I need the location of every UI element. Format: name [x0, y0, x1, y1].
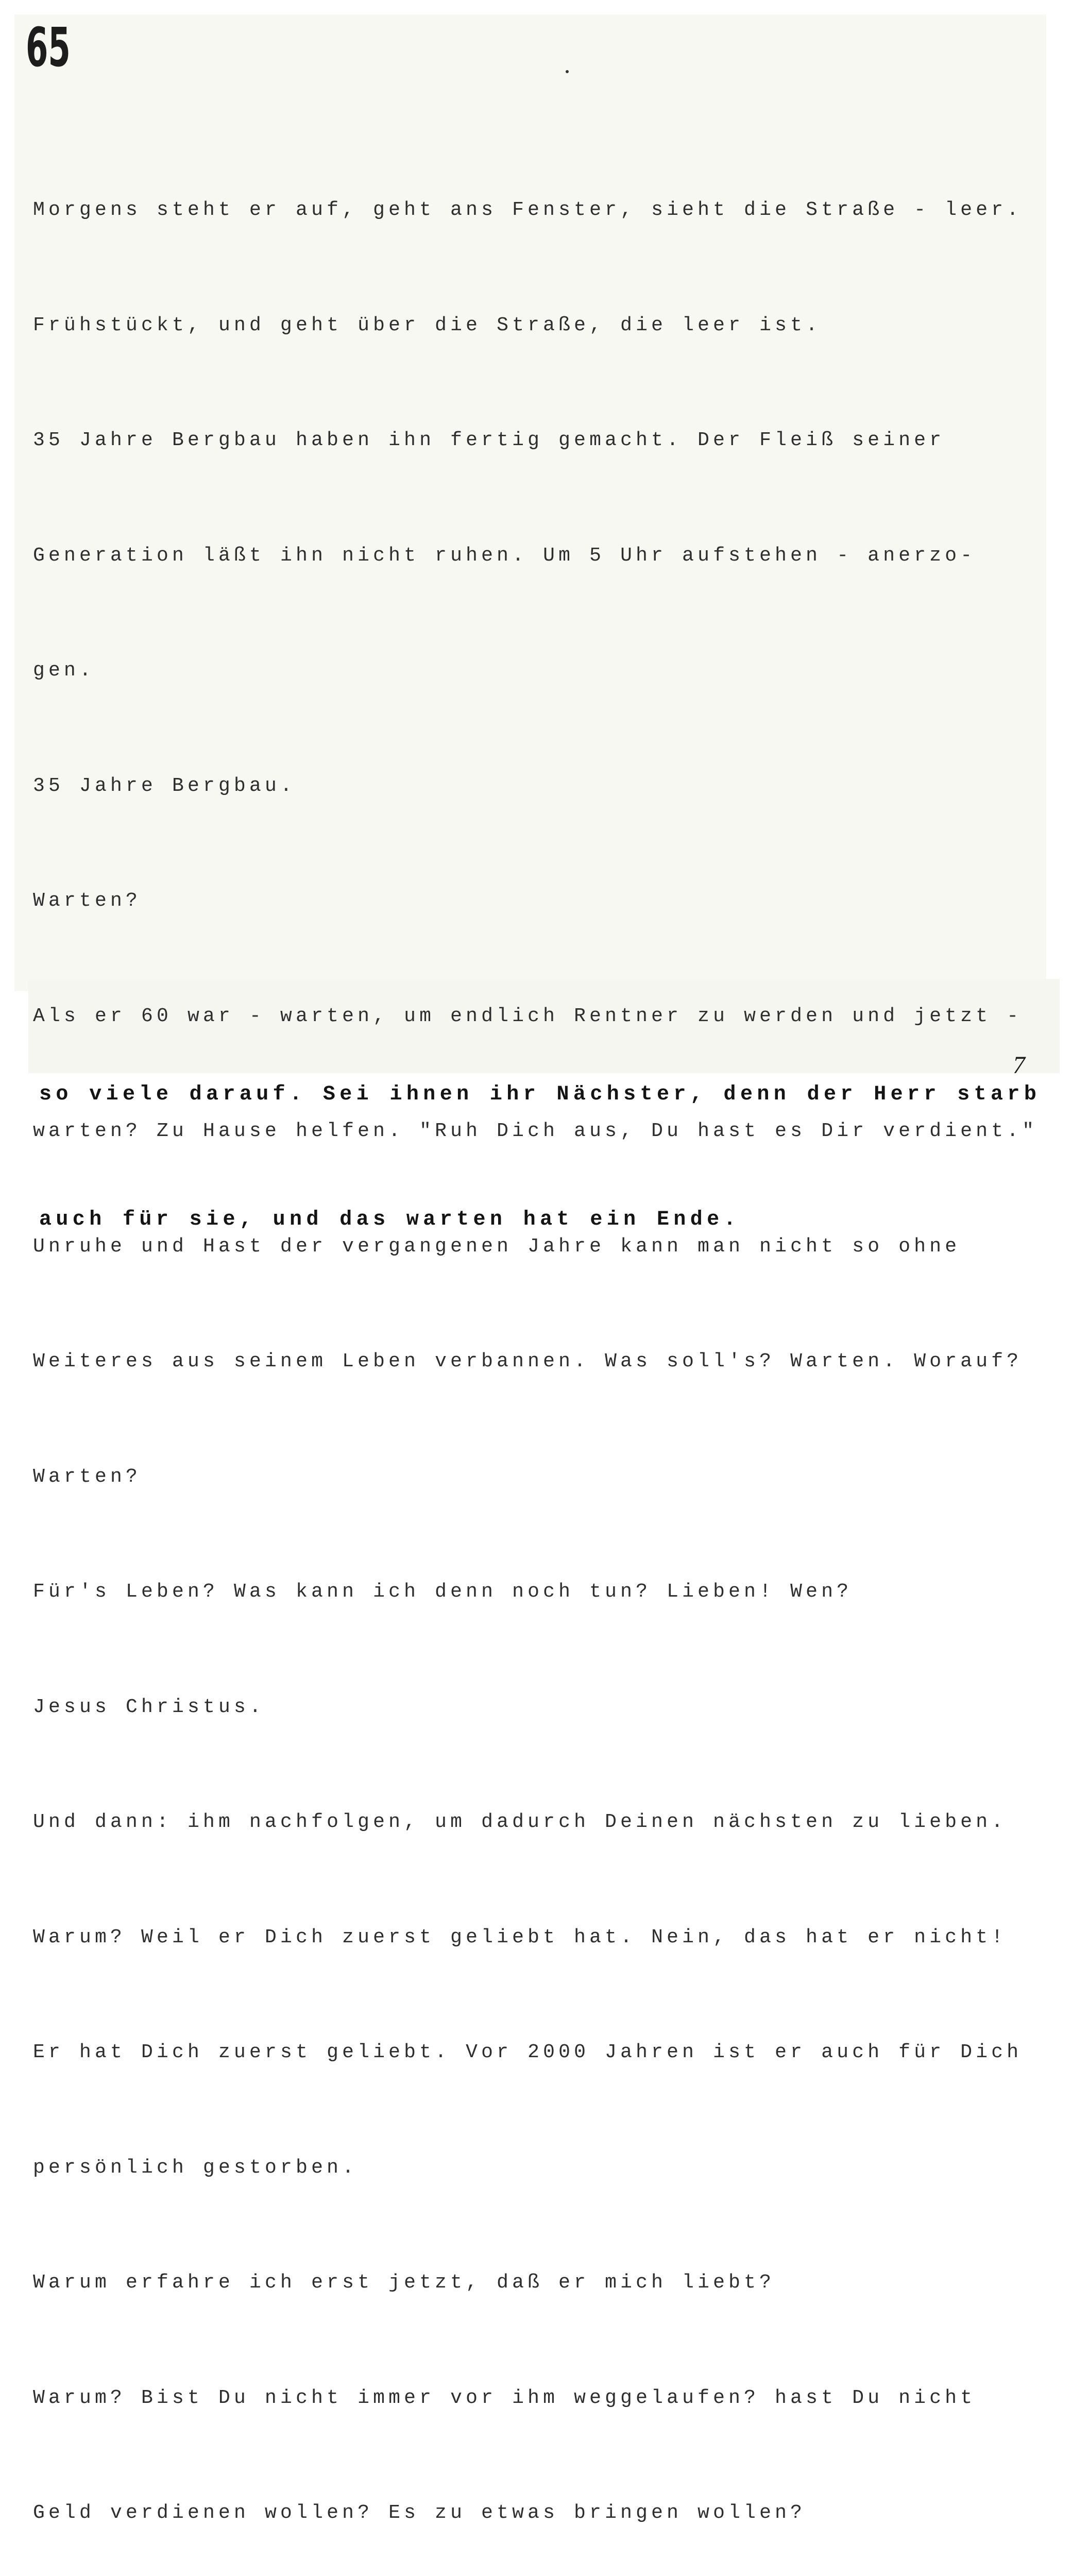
text-line: Er hat Dich zuerst geliebt. Vor 2000 Jahren ist er auch für Dich [33, 2041, 1023, 2063]
text-line: Warum erfahre ich erst jetzt, daß er mich liebt? [33, 2272, 775, 2294]
text-line: Morgens steht er auf, geht ans Fenster, sieht die Straße - leer. [33, 199, 1023, 221]
text-line: Warum? Bist Du nicht immer vor ihm weggelaufen? hast Du nicht [33, 2386, 976, 2409]
text-line: Und dann: ihm nachfolgen, um dadurch Deinen nächsten zu lieben. [33, 1811, 1007, 1833]
text-line: Als er 60 war - warten, um endlich Rentner zu werden und jetzt - [33, 1005, 1023, 1027]
text-line: Weiteres aus seinem Leben verbannen. Was soll's? Warten. Worauf? [33, 1350, 1023, 1372]
text-line: persönlich gestorben. [33, 2156, 358, 2179]
ink-speck [566, 70, 569, 73]
text-line: Generation läßt ihn nicht ruhen. Um 5 Uhr aufstehen - anerzo- [33, 544, 976, 567]
text-line: auch für sie, und das warten hat ein Ende. [39, 1208, 740, 1231]
text-line: Geld verdienen wollen? Es zu etwas bringen wollen? [33, 2502, 806, 2524]
text-line: 35 Jahre Bergbau haben ihn fertig gemacht. Der Fleiß seiner [33, 429, 945, 451]
text-line: Warten? [33, 890, 142, 912]
text-line: gen. [33, 659, 95, 682]
text-line: Warum? Weil er Dich zuerst geliebt hat. Nein, das hat er nicht! [33, 1926, 1007, 1948]
text-line: Warten? [33, 1465, 142, 1488]
text-line: Jesus Christus. [33, 1696, 265, 1718]
pasted-text [39, 990, 1041, 1282]
page-number: 65 [26, 16, 71, 79]
text-line: 35 Jahre Bergbau. [33, 774, 296, 797]
text-line: so viele darauf. Sei ihnen ihr Nächster, denn der Herr starb [39, 1083, 1041, 1106]
text-line: Für's Leben? Was kann ich denn noch tun? Lieben! Wen? [33, 1581, 853, 1603]
folio-number: 7 [1013, 1052, 1025, 1079]
text-line: Unruhe und Hast der vergangenen Jahre kann man nicht so ohne [33, 1235, 961, 1258]
typewritten-text [33, 114, 1037, 2576]
text-line: Frühstückt, und geht über die Straße, die leer ist. [33, 314, 822, 336]
text-line: warten? Zu Hause helfen. "Ruh Dich aus, Du hast es Dir verdient." [33, 1120, 1038, 1142]
